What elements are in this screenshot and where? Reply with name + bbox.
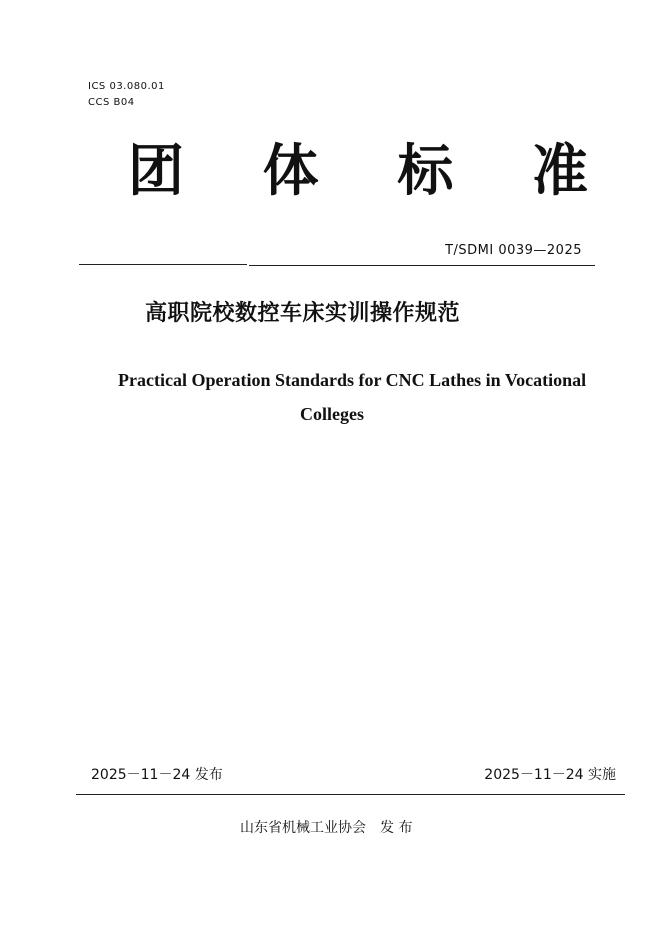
standard-type-title — [128, 140, 588, 204]
ccs-code: CCS B04 — [88, 97, 135, 108]
standard-type-char-1: 团 — [128, 139, 184, 204]
header-divider-right — [249, 265, 595, 266]
standard-number: T/SDMI 0039—2025 — [445, 243, 582, 258]
header-divider-left — [79, 264, 247, 265]
standard-type-char-2: 体 — [262, 139, 319, 204]
english-title-line-1: Practical Operation Standards for CNC Lathes in Vocational — [118, 370, 587, 390]
publisher-org: 山东省机械工业协会 — [240, 820, 366, 836]
standard-type-char-4: 准 — [531, 139, 588, 204]
publisher-action: 发 布 — [380, 820, 413, 836]
effective-date: 2025－11－24 实施 — [484, 767, 616, 783]
publish-date: 2025－11－24 发布 — [91, 767, 223, 783]
english-title-line-2: Colleges — [300, 404, 364, 424]
footer-divider — [76, 794, 625, 795]
chinese-title: 高职院校数控车床实训操作规范 — [145, 301, 461, 326]
publisher-line — [240, 817, 412, 837]
ics-code: ICS 03.080.01 — [88, 81, 165, 92]
standard-type-char-3: 标 — [397, 139, 454, 204]
